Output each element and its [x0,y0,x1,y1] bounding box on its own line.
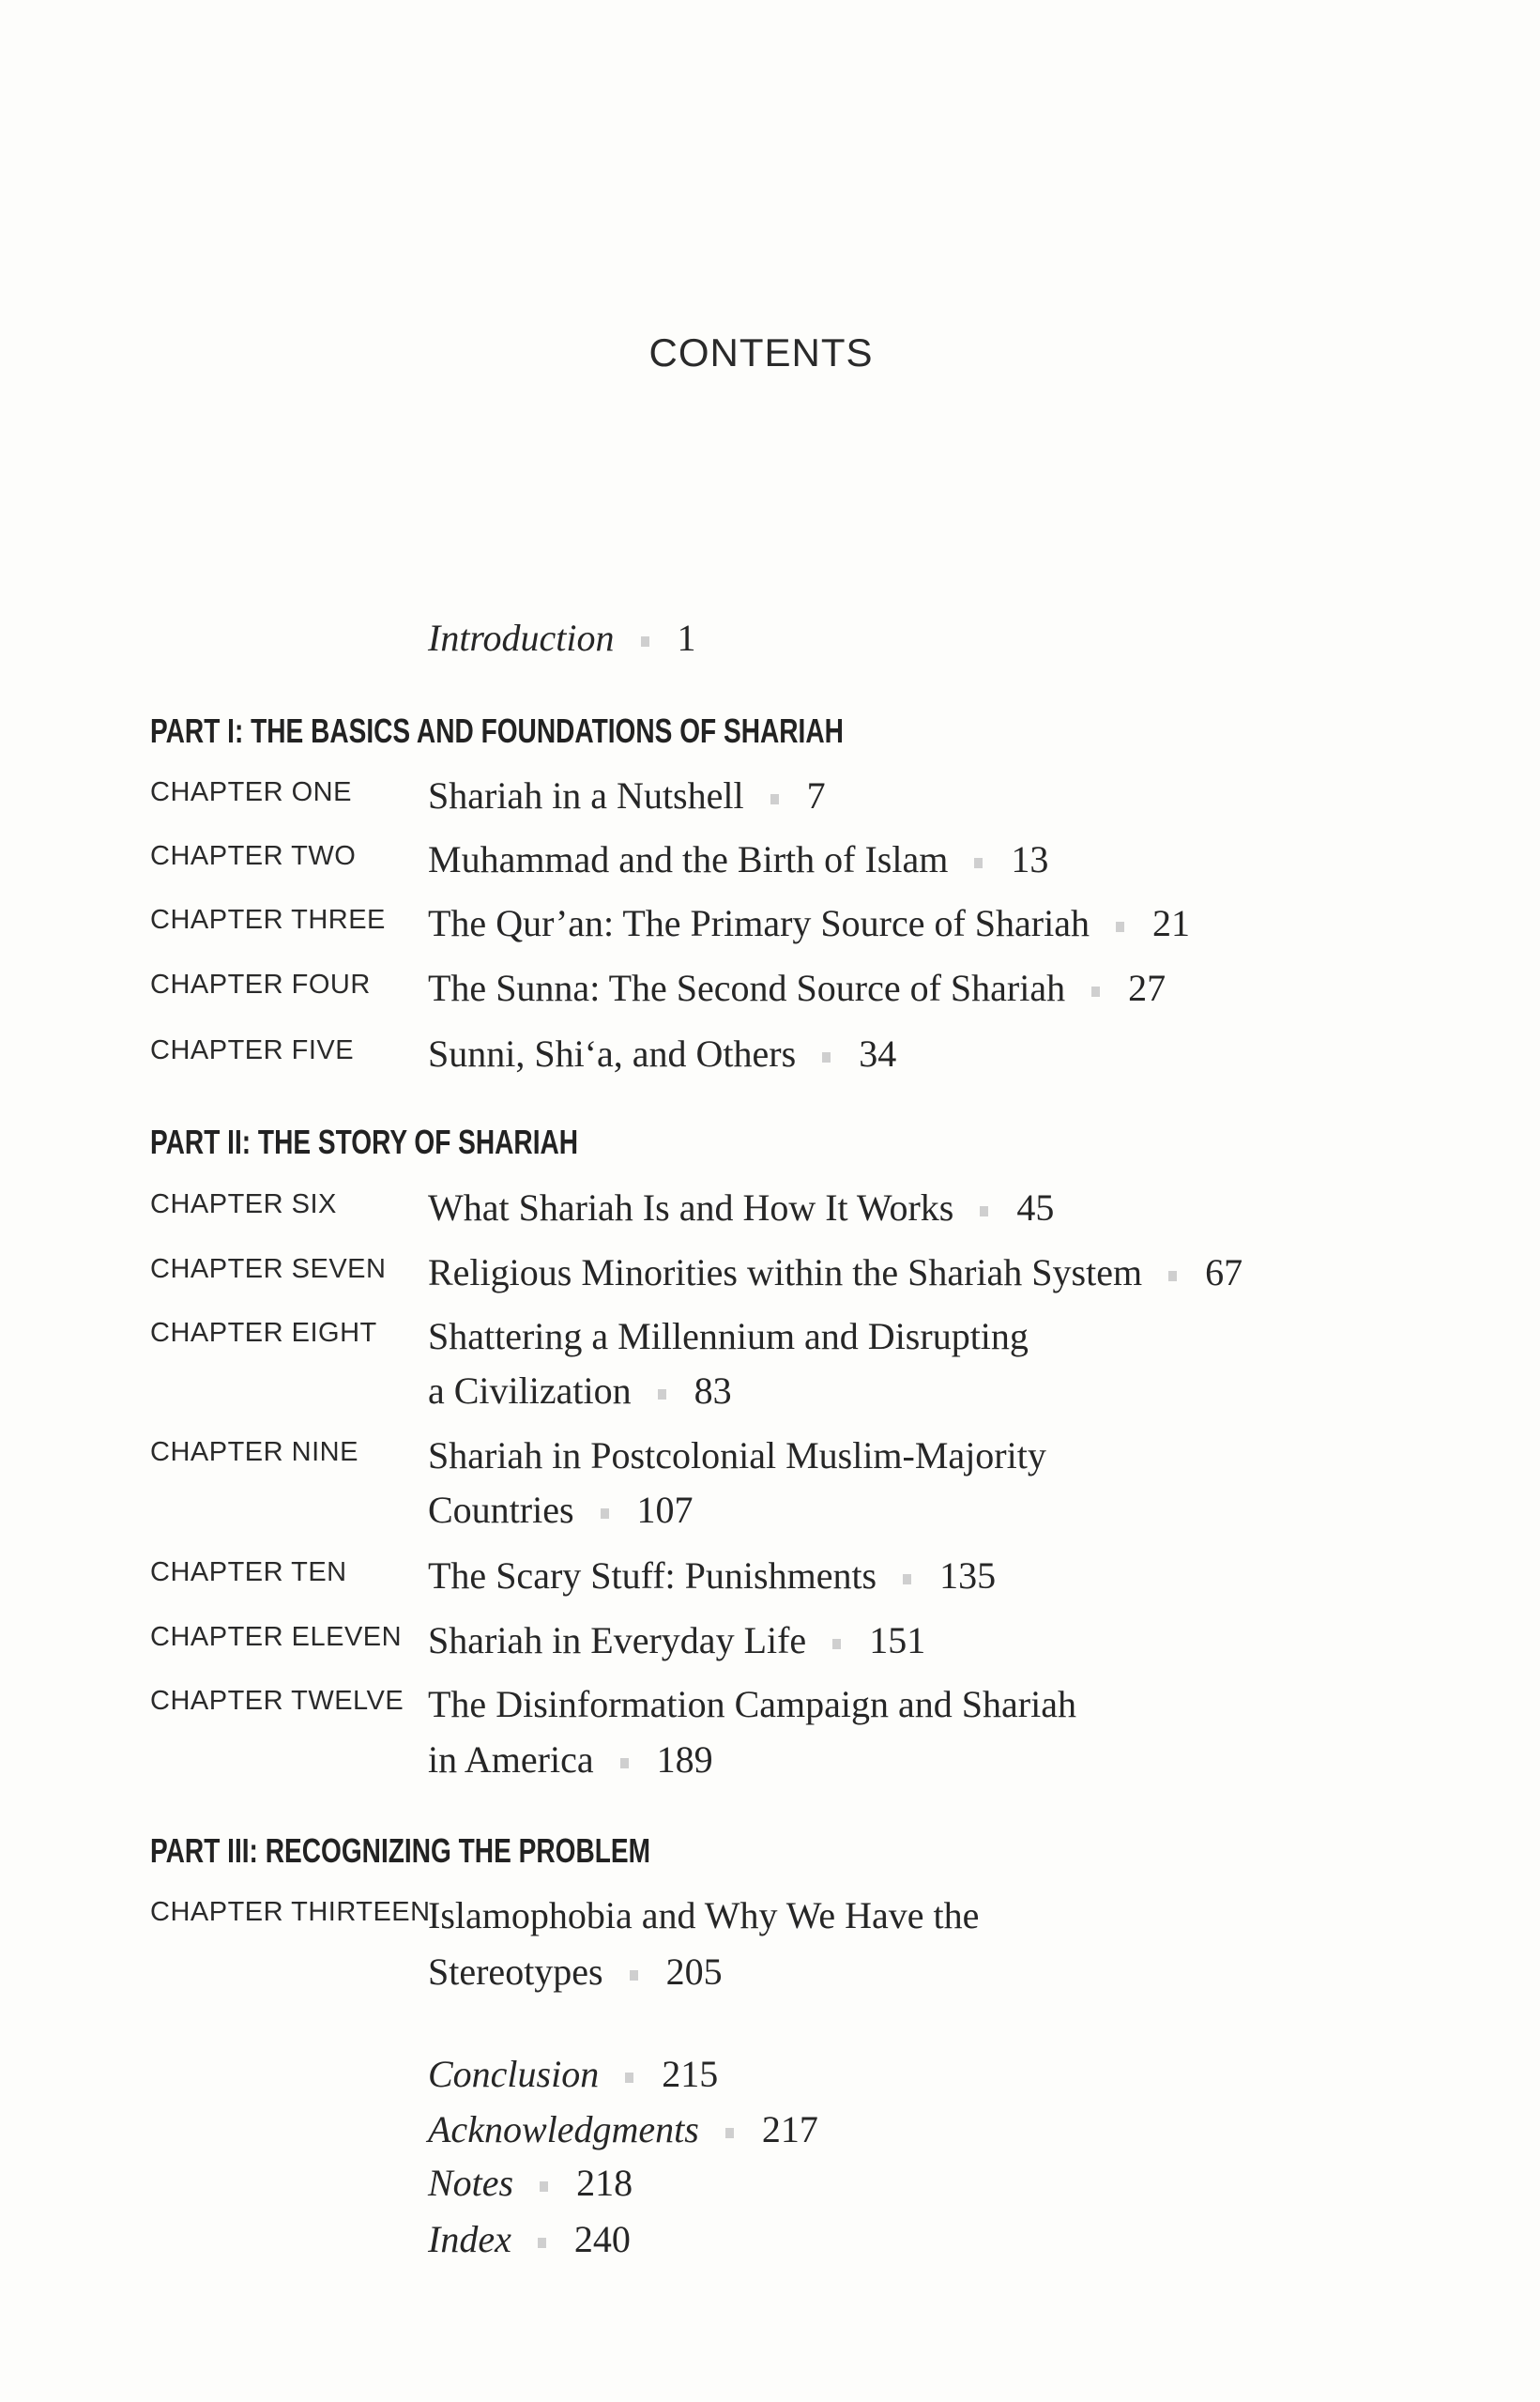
separator-square-icon [620,1758,629,1768]
chapter-title-line2: in America [428,1738,594,1781]
chapter-title-line1: Shariah in Postcolonial Muslim-Majority [428,1434,1046,1476]
page-number: 215 [662,2053,719,2095]
chapter-label: CHAPTER THREE [150,905,386,935]
chapter-label: CHAPTER EIGHT [150,1318,377,1348]
chapter-title-line1: Islamophobia and Why We Have the [428,1894,980,1936]
separator-square-icon [725,2128,734,2138]
chapter-title-line2: a Civilization [428,1369,632,1412]
chapter-title: The Sunna: The Second Source of Shariah [428,967,1066,1009]
entry-title: Introduction [428,617,615,659]
page-number: 67 [1205,1251,1243,1293]
page-number: 27 [1128,967,1166,1009]
page-number: 205 [665,1951,723,1993]
separator-square-icon [1091,987,1100,997]
chapter-label: CHAPTER ELEVEN [150,1622,403,1652]
chapter-title: The Scary Stuff: Punishments [428,1554,877,1597]
chapter-label: CHAPTER TEN [150,1557,347,1587]
page-number: 83 [694,1369,732,1412]
separator-square-icon [770,794,779,804]
chapter-label: CHAPTER SIX [150,1189,337,1219]
chapter-label: CHAPTER FOUR [150,970,371,1000]
page-number: 21 [1151,902,1190,944]
separator-square-icon [601,1508,609,1519]
page-number: 13 [1011,838,1049,880]
separator-square-icon [540,2181,548,2192]
page-number: 189 [656,1738,713,1781]
chapter-label: CHAPTER TWO [150,841,357,871]
separator-square-icon [625,2073,633,2083]
separator-square-icon [630,1970,638,1981]
separator-square-icon [980,1206,988,1216]
chapter-title: What Shariah Is and How It Works [428,1186,954,1229]
chapter-title-line2: Stereotypes [428,1951,603,1993]
page-number: 217 [761,2108,818,2150]
chapter-label: CHAPTER TWELVE [150,1686,404,1716]
separator-square-icon [1116,922,1124,932]
separator-square-icon [974,858,983,868]
chapter-label: CHAPTER THIRTEEN [150,1897,431,1927]
page-number: 34 [859,1033,897,1075]
part-heading: PART II: THE STORY OF SHARIAH [150,1123,579,1161]
chapter-label: CHAPTER FIVE [150,1035,355,1065]
separator-square-icon [903,1574,911,1584]
chapter-title: Shariah in a Nutshell [428,774,744,817]
chapter-label: CHAPTER ONE [150,777,352,807]
page-number: 107 [636,1489,694,1531]
chapter-title: Muhammad and the Birth of Islam [428,838,949,880]
separator-square-icon [538,2238,546,2248]
entry-title: Acknowledgments [428,2108,699,2150]
separator-square-icon [822,1052,831,1063]
page-number: 151 [869,1619,926,1661]
chapter-label: CHAPTER SEVEN [150,1254,387,1284]
chapter-title: The Qur’an: The Primary Source of Shariah [428,902,1090,944]
separator-square-icon [832,1639,841,1649]
page-number: 240 [573,2218,631,2260]
chapter-title-line1: The Disinformation Campaign and Shariah [428,1683,1076,1725]
separator-square-icon [1168,1271,1177,1281]
part-heading: PART I: THE BASICS AND FOUNDATIONS OF SHARIAH [150,711,844,750]
page-number: 1 [677,617,696,659]
separator-square-icon [658,1389,666,1400]
chapter-title-line1: Shattering a Millennium and Disrupting [428,1315,1029,1357]
chapter-title: Religious Minorities within the Shariah System [428,1251,1143,1293]
chapter-label: CHAPTER NINE [150,1437,358,1467]
contents-heading: CONTENTS [648,330,874,375]
separator-square-icon [641,636,649,647]
chapter-title: Shariah in Everyday Life [428,1619,807,1661]
entry-title: Conclusion [428,2053,600,2095]
page-number: 218 [576,2162,633,2204]
page-number: 45 [1016,1186,1055,1229]
page-number: 7 [806,774,826,817]
chapter-title: Sunni, Shi‘a, and Others [428,1033,797,1075]
page-number: 135 [939,1554,997,1597]
chapter-title-line2: Countries [428,1489,574,1531]
part-heading: PART III: RECOGNIZING THE PROBLEM [150,1831,651,1870]
entry-title: Notes [428,2162,514,2204]
entry-title: Index [428,2218,511,2260]
